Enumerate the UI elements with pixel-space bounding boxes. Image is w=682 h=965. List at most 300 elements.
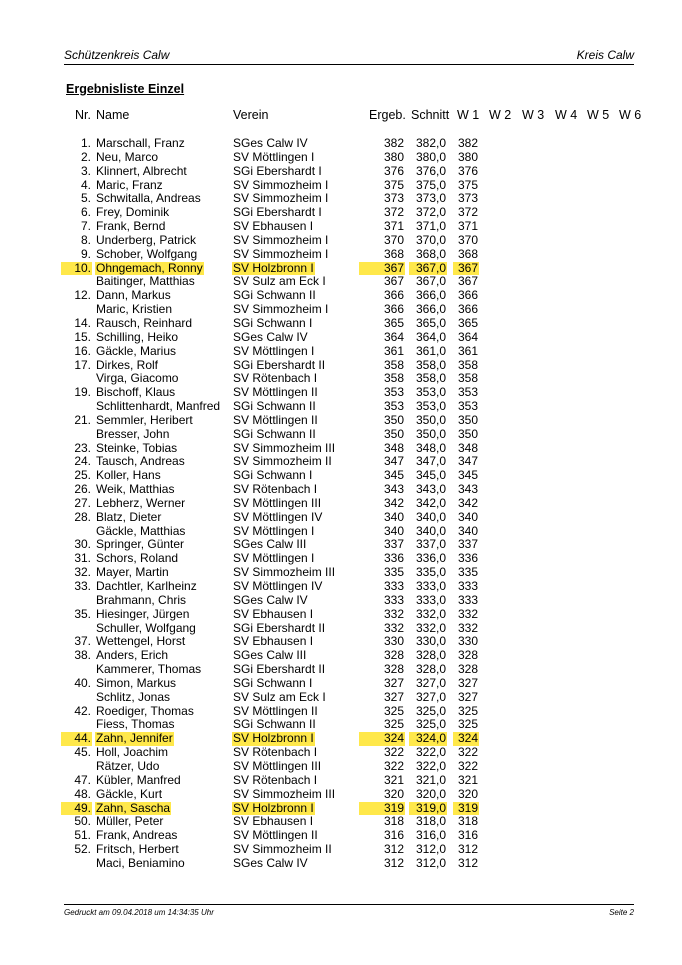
result-cell: 348 <box>383 440 404 455</box>
name-cell: Dirkes, Rolf <box>96 357 159 372</box>
club-cell: SV Möttlingen II <box>233 412 318 427</box>
club-cell: SV Rötenbach I <box>233 772 318 787</box>
w1-cell: 380 <box>457 149 478 164</box>
name-cell: Zahn, Sascha <box>96 800 171 815</box>
name-cell: Klinnert, Albrecht <box>96 163 187 178</box>
table-row <box>0 538 682 552</box>
club-cell: SGes Calw IV <box>233 592 308 607</box>
result-cell: 333 <box>383 592 404 607</box>
rank-cell: 47. <box>74 772 91 787</box>
name-cell: Schuller, Wolfgang <box>96 620 196 635</box>
average-cell: 327,0 <box>415 689 446 704</box>
result-cell: 322 <box>383 758 404 773</box>
result-cell: 332 <box>383 606 404 621</box>
average-cell: 353,0 <box>415 385 446 400</box>
result-cell: 328 <box>383 648 404 663</box>
w1-cell: 364 <box>457 329 478 344</box>
rank-cell: 25. <box>74 468 91 483</box>
average-cell: 340,0 <box>415 509 446 524</box>
w1-cell: 321 <box>457 772 478 787</box>
table-row <box>0 677 682 691</box>
average-cell: 348,0 <box>415 440 446 455</box>
w1-cell: 325 <box>457 703 478 718</box>
table-row <box>0 345 682 359</box>
col-header-name: Name <box>96 108 130 122</box>
rank-cell: 32. <box>74 565 91 580</box>
table-row <box>0 594 682 608</box>
average-cell: 321,0 <box>415 772 446 787</box>
name-cell: Rausch, Reinhard <box>96 315 193 330</box>
average-cell: 372,0 <box>415 205 446 220</box>
average-cell: 370,0 <box>415 232 446 247</box>
club-cell: SV Simmozheim I <box>233 191 329 206</box>
table-row <box>0 760 682 774</box>
rank-cell: 48. <box>74 786 91 801</box>
table-row <box>0 442 682 456</box>
rank-cell: 16. <box>74 343 91 358</box>
result-cell: 328 <box>383 662 404 677</box>
w1-cell: 382 <box>457 136 478 150</box>
w1-cell: 345 <box>457 468 478 483</box>
table-row <box>0 386 682 400</box>
club-cell: SGes Calw IV <box>233 855 308 870</box>
table-row <box>0 635 682 649</box>
average-cell: 361,0 <box>415 343 446 358</box>
name-cell: Baitinger, Matthias <box>96 274 195 289</box>
w1-cell: 332 <box>457 620 478 635</box>
table-row <box>0 691 682 705</box>
table-row <box>0 497 682 511</box>
table-row <box>0 414 682 428</box>
name-cell: Frank, Bernd <box>96 219 166 234</box>
table-row <box>0 732 682 746</box>
table-row <box>0 234 682 248</box>
table-row <box>0 788 682 802</box>
w1-cell: 325 <box>457 717 478 732</box>
w1-cell: 319 <box>453 802 479 816</box>
table-row <box>0 580 682 594</box>
result-cell: 372 <box>383 205 404 220</box>
w1-cell: 330 <box>457 634 478 649</box>
w1-cell: 348 <box>457 440 478 455</box>
club-cell: SV Möttlingen I <box>233 343 315 358</box>
average-cell: 336,0 <box>415 551 446 566</box>
club-cell: SV Rötenbach I <box>233 745 318 760</box>
name-cell: Zahn, Jennifer <box>96 731 173 746</box>
club-cell: SV Möttlingen III <box>233 495 322 510</box>
result-cell: 366 <box>383 288 404 303</box>
name-cell: Maric, Kristien <box>96 302 173 317</box>
club-cell: SV Simmozheim II <box>233 454 332 469</box>
rank-cell: 23. <box>74 440 91 455</box>
average-cell: 319,0 <box>409 802 447 816</box>
table-row <box>0 359 682 373</box>
club-cell: SV Sulz am Eck I <box>233 274 326 289</box>
club-cell: SGi Ebershardt I <box>233 205 322 220</box>
average-cell: 335,0 <box>415 565 446 580</box>
name-cell: Springer, Günter <box>96 537 185 552</box>
rank-cell: 17. <box>74 357 91 372</box>
rank-cell: 42. <box>74 703 91 718</box>
club-cell: SGi Schwann II <box>233 288 316 303</box>
average-cell: 368,0 <box>415 246 446 261</box>
name-cell: Schober, Wolfgang <box>96 246 198 261</box>
rank-cell: 49. <box>61 802 92 816</box>
w1-cell: 318 <box>457 814 478 829</box>
rank-cell: 52. <box>74 842 91 857</box>
table-row <box>0 262 682 276</box>
club-cell: SGes Calw III <box>233 648 307 663</box>
w1-cell: 371 <box>457 219 478 234</box>
result-cell: 337 <box>383 537 404 552</box>
col-header-verein: Verein <box>233 108 269 122</box>
rank-cell: 14. <box>74 315 91 330</box>
average-cell: 358,0 <box>415 371 446 386</box>
rank-cell: 30. <box>74 537 91 552</box>
w1-cell: 320 <box>457 786 478 801</box>
w1-cell: 366 <box>457 302 478 317</box>
table-row <box>0 608 682 622</box>
table-row <box>0 400 682 414</box>
table-row <box>0 566 682 580</box>
col-header-schnitt: Schnitt <box>411 108 450 122</box>
rank-cell: 7. <box>80 219 91 234</box>
average-cell: 376,0 <box>415 163 446 178</box>
rank-cell: 24. <box>74 454 91 469</box>
club-cell: SV Möttlingen IV <box>233 579 323 593</box>
w1-cell: 336 <box>457 551 478 566</box>
average-cell: 367,0 <box>409 262 447 276</box>
average-cell: 322,0 <box>415 758 446 773</box>
club-cell: SV Holzbronn I <box>233 260 314 275</box>
rank-cell: 37. <box>74 634 91 649</box>
result-cell: 316 <box>383 828 404 843</box>
club-cell: SGes Calw IV <box>233 136 308 150</box>
w1-cell: 328 <box>457 648 478 663</box>
average-cell: 320,0 <box>415 786 446 801</box>
result-cell: 366 <box>383 302 404 317</box>
name-cell: Weik, Matthias <box>96 482 175 497</box>
club-cell: SGes Calw III <box>233 537 307 552</box>
rank-cell: 15. <box>74 329 91 344</box>
table-row <box>0 802 682 816</box>
club-cell: SV Ebhausen I <box>233 219 314 234</box>
average-cell: 328,0 <box>415 648 446 663</box>
club-cell: SV Holzbronn I <box>233 800 314 815</box>
name-cell: Schwitalla, Andreas <box>96 191 201 206</box>
club-cell: SV Möttlingen I <box>233 551 315 566</box>
result-cell: 375 <box>383 177 404 192</box>
club-cell: SGi Schwann II <box>233 399 316 414</box>
w1-cell: 350 <box>457 426 478 441</box>
result-cell: 350 <box>383 412 404 427</box>
name-cell: Hiesinger, Jürgen <box>96 606 190 621</box>
result-cell: 325 <box>383 717 404 732</box>
name-cell: Maric, Franz <box>96 177 163 192</box>
name-cell: Fiess, Thomas <box>96 717 175 732</box>
club-cell: SGi Schwann I <box>233 468 313 483</box>
col-header-w5: W 5 <box>587 108 610 122</box>
table-row <box>0 317 682 331</box>
rank-cell: 6. <box>80 205 91 220</box>
club-cell: SV Möttlingen IV <box>233 509 323 524</box>
club-cell: SV Simmozheim III <box>233 565 336 580</box>
average-cell: 328,0 <box>415 662 446 677</box>
name-cell: Simon, Markus <box>96 675 177 690</box>
w1-cell: 350 <box>457 412 478 427</box>
rank-cell: 45. <box>74 745 91 760</box>
club-cell: SGi Schwann II <box>233 717 316 732</box>
name-cell: Anders, Erich <box>96 648 169 663</box>
w1-cell: 316 <box>457 828 478 843</box>
club-cell: SV Simmozheim I <box>233 246 329 261</box>
result-cell: 370 <box>383 232 404 247</box>
average-cell: 324,0 <box>409 732 447 746</box>
w1-cell: 312 <box>457 842 478 857</box>
rank-cell: 19. <box>74 385 91 400</box>
w1-cell: 343 <box>457 482 478 497</box>
average-cell: 318,0 <box>415 814 446 829</box>
name-cell: Semmler, Heribert <box>96 412 193 427</box>
w1-cell: 375 <box>457 177 478 192</box>
club-cell: SV Simmozheim III <box>233 440 336 455</box>
average-cell: 333,0 <box>415 592 446 607</box>
average-cell: 367,0 <box>415 274 446 289</box>
table-row <box>0 206 682 220</box>
header-district: Kreis Calw <box>576 48 634 62</box>
rank-cell: 10. <box>61 262 92 276</box>
result-cell: 367 <box>383 274 404 289</box>
average-cell: 350,0 <box>415 426 446 441</box>
club-cell: SV Möttlingen I <box>233 149 315 164</box>
w1-cell: 340 <box>457 523 478 538</box>
name-cell: Schilling, Heiko <box>96 329 179 344</box>
name-cell: Dann, Markus <box>96 288 171 303</box>
w1-cell: 324 <box>453 732 479 746</box>
club-cell: SGi Schwann II <box>233 426 316 441</box>
w1-cell: 333 <box>457 592 478 607</box>
average-cell: 343,0 <box>415 482 446 497</box>
rank-cell: 51. <box>74 828 91 843</box>
w1-cell: 322 <box>457 745 478 760</box>
rank-cell: 38. <box>74 648 91 663</box>
result-cell: 358 <box>383 357 404 372</box>
result-cell: 367 <box>359 262 405 276</box>
name-cell: Wettengel, Horst <box>96 634 186 649</box>
w1-cell: 358 <box>457 371 478 386</box>
club-cell: SV Simmozheim I <box>233 232 329 247</box>
table-row <box>0 843 682 857</box>
name-cell: Maci, Beniamino <box>96 855 185 870</box>
rank-cell: 4. <box>80 177 91 192</box>
result-cell: 368 <box>383 246 404 261</box>
table-row <box>0 331 682 345</box>
club-cell: SGi Ebershardt I <box>233 163 322 178</box>
result-cell: 327 <box>383 689 404 704</box>
rank-cell: 21. <box>74 412 91 427</box>
name-cell: Holl, Joachim <box>96 745 169 760</box>
name-cell: Fritsch, Herbert <box>96 842 179 857</box>
result-cell: 340 <box>383 509 404 524</box>
club-cell: SV Ebhausen I <box>233 634 314 649</box>
average-cell: 345,0 <box>415 468 446 483</box>
table-row <box>0 455 682 469</box>
rank-cell: 33. <box>74 579 91 593</box>
rank-cell: 2. <box>80 149 91 164</box>
w1-cell: 327 <box>457 675 478 690</box>
name-cell: Tausch, Andreas <box>96 454 185 469</box>
header-divider <box>64 64 634 65</box>
table-row <box>0 248 682 262</box>
w1-cell: 368 <box>457 246 478 261</box>
result-cell: 333 <box>383 579 404 593</box>
name-cell: Mayer, Martin <box>96 565 169 580</box>
average-cell: 316,0 <box>415 828 446 843</box>
average-cell: 322,0 <box>415 745 446 760</box>
average-cell: 382,0 <box>415 136 446 150</box>
result-cell: 312 <box>383 842 404 857</box>
table-row <box>0 511 682 525</box>
col-header-w6: W 6 <box>619 108 642 122</box>
average-cell: 327,0 <box>415 675 446 690</box>
w1-cell: 370 <box>457 232 478 247</box>
w1-cell: 327 <box>457 689 478 704</box>
result-cell: 345 <box>383 468 404 483</box>
rank-cell: 8. <box>80 232 91 247</box>
average-cell: 353,0 <box>415 399 446 414</box>
w1-cell: 340 <box>457 509 478 524</box>
club-cell: SV Möttlingen II <box>233 828 318 843</box>
table-row <box>0 552 682 566</box>
average-cell: 358,0 <box>415 357 446 372</box>
table-row <box>0 525 682 539</box>
w1-cell: 372 <box>457 205 478 220</box>
table-row <box>0 774 682 788</box>
club-cell: SV Sulz am Eck I <box>233 689 326 704</box>
rank-cell: 12. <box>74 288 91 303</box>
average-cell: 325,0 <box>415 703 446 718</box>
rank-cell: 40. <box>74 675 91 690</box>
w1-cell: 342 <box>457 495 478 510</box>
table-row <box>0 289 682 303</box>
name-cell: Brahmann, Chris <box>96 592 187 607</box>
rank-cell: 27. <box>74 495 91 510</box>
table-row <box>0 275 682 289</box>
w1-cell: 367 <box>453 262 479 276</box>
page-number: Seite 2 <box>609 908 634 917</box>
result-cell: 350 <box>383 426 404 441</box>
result-cell: 364 <box>383 329 404 344</box>
name-cell: Steinke, Tobias <box>96 440 178 455</box>
col-header-w1: W 1 <box>457 108 480 122</box>
name-cell: Gäckle, Matthias <box>96 523 186 538</box>
result-cell: 336 <box>383 551 404 566</box>
col-header-w4: W 4 <box>555 108 578 122</box>
header-club-name: Schützenkreis Calw <box>64 48 170 62</box>
average-cell: 337,0 <box>415 537 446 552</box>
club-cell: SV Simmozheim II <box>233 842 332 857</box>
result-cell: 322 <box>383 745 404 760</box>
rank-cell: 44. <box>61 732 92 746</box>
average-cell: 312,0 <box>415 855 446 870</box>
table-row <box>0 151 682 165</box>
result-cell: 321 <box>383 772 404 787</box>
name-cell: Gäckle, Kurt <box>96 786 163 801</box>
w1-cell: 367 <box>457 274 478 289</box>
name-cell: Ohngemach, Ronny <box>96 260 203 275</box>
w1-cell: 353 <box>457 385 478 400</box>
page-title: Ergebnisliste Einzel <box>66 82 185 96</box>
name-cell: Bresser, John <box>96 426 170 441</box>
w1-cell: 376 <box>457 163 478 178</box>
club-cell: SGi Ebershardt II <box>233 620 326 635</box>
name-cell: Schors, Roland <box>96 551 179 566</box>
name-cell: Kammerer, Thomas <box>96 662 202 677</box>
name-cell: Dachtler, Karlheinz <box>96 579 197 593</box>
club-cell: SGi Ebershardt II <box>233 662 326 677</box>
club-cell: SGi Ebershardt II <box>233 357 326 372</box>
average-cell: 332,0 <box>415 606 446 621</box>
club-cell: SV Holzbronn I <box>233 731 314 746</box>
club-cell: SV Möttlingen III <box>233 758 322 773</box>
table-row <box>0 192 682 206</box>
w1-cell: 333 <box>457 579 478 593</box>
average-cell: 380,0 <box>415 149 446 164</box>
club-cell: SV Simmozheim I <box>233 177 329 192</box>
table-row <box>0 622 682 636</box>
club-cell: SV Ebhausen I <box>233 814 314 829</box>
table-row <box>0 705 682 719</box>
average-cell: 333,0 <box>415 579 446 593</box>
name-cell: Schlittenhardt, Manfred <box>96 399 221 414</box>
name-cell: Koller, Hans <box>96 468 161 483</box>
table-row <box>0 718 682 732</box>
average-cell: 365,0 <box>415 315 446 330</box>
average-cell: 325,0 <box>415 717 446 732</box>
result-cell: 365 <box>383 315 404 330</box>
result-cell: 342 <box>383 495 404 510</box>
col-header-w2: W 2 <box>489 108 512 122</box>
w1-cell: 335 <box>457 565 478 580</box>
col-header-w3: W 3 <box>522 108 545 122</box>
result-cell: 382 <box>383 136 404 150</box>
w1-cell: 312 <box>457 855 478 870</box>
result-cell: 373 <box>383 191 404 206</box>
result-cell: 380 <box>383 149 404 164</box>
name-cell: Schlitz, Jonas <box>96 689 171 704</box>
average-cell: 340,0 <box>415 523 446 538</box>
result-cell: 330 <box>383 634 404 649</box>
result-cell: 319 <box>359 802 405 816</box>
table-row <box>0 469 682 483</box>
average-cell: 366,0 <box>415 302 446 317</box>
name-cell: Müller, Peter <box>96 814 164 829</box>
w1-cell: 358 <box>457 357 478 372</box>
name-cell: Virga, Giacomo <box>96 371 179 386</box>
name-cell: Marschall, Franz <box>96 136 185 150</box>
table-row <box>0 857 682 871</box>
club-cell: SV Möttlingen II <box>233 385 318 400</box>
club-cell: SV Ebhausen I <box>233 606 314 621</box>
name-cell: Lebherz, Werner <box>96 495 186 510</box>
average-cell: 350,0 <box>415 412 446 427</box>
average-cell: 371,0 <box>415 219 446 234</box>
w1-cell: 322 <box>457 758 478 773</box>
result-cell: 358 <box>383 371 404 386</box>
name-cell: Blatz, Dieter <box>96 509 162 524</box>
rank-cell: 50. <box>74 814 91 829</box>
rank-cell: 9. <box>80 246 91 261</box>
